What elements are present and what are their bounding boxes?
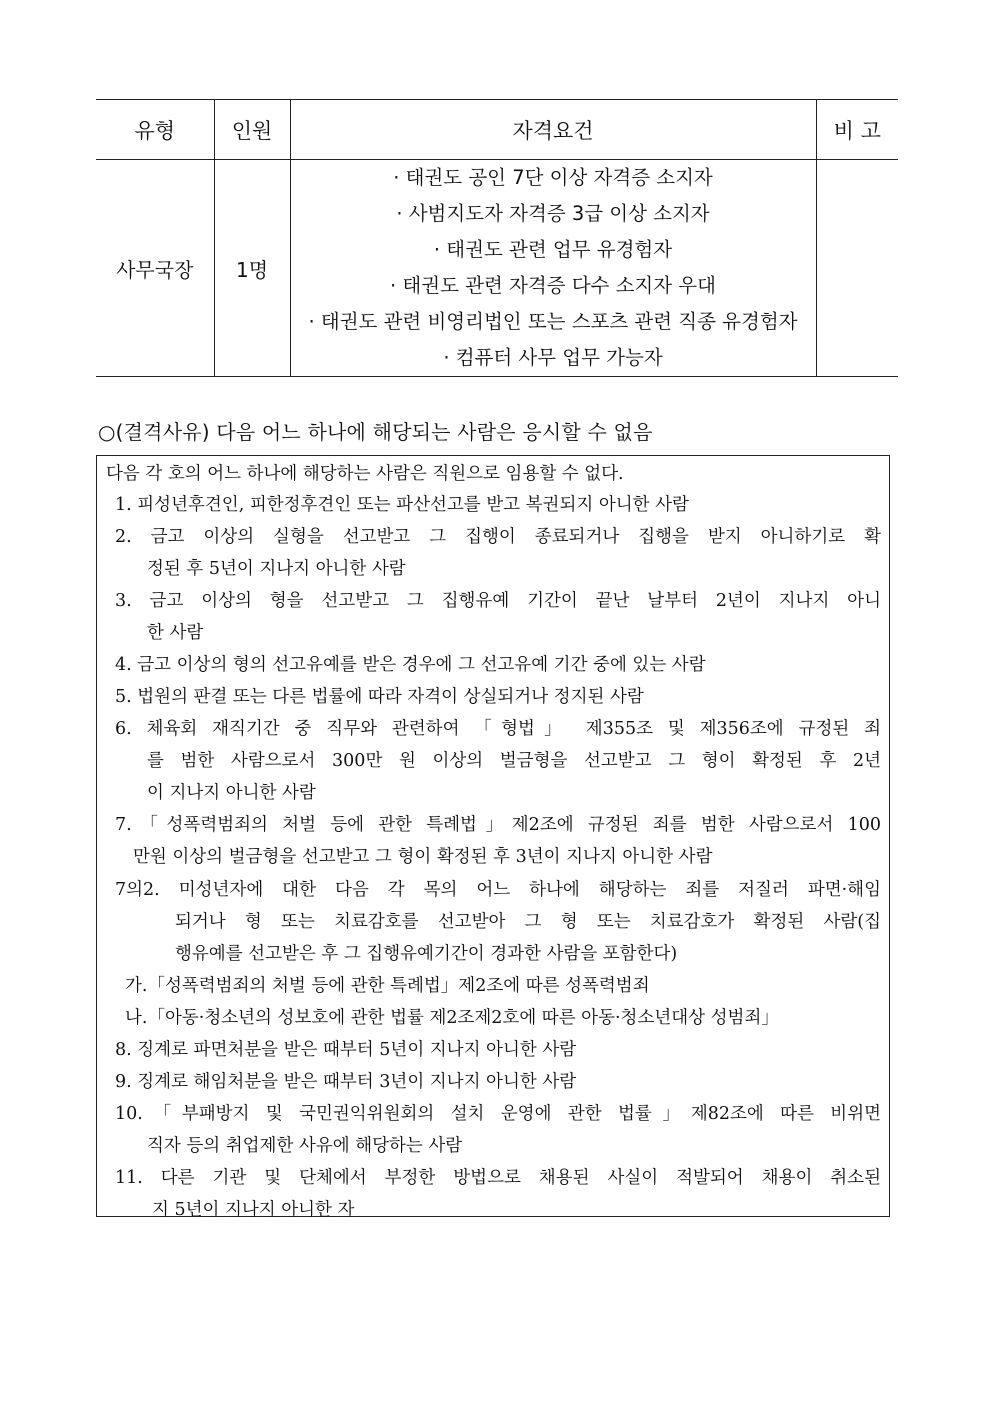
recruitment-table: [96, 99, 898, 377]
clause-line: 9. 징계로 해임처분을 받은 때부터 3년이 지나지 아니한 사람: [115, 1072, 577, 1092]
disqualification-heading: ○(결격사유) 다음 어느 하나에 해당되는 사람은 응시할 수 없음: [98, 420, 653, 444]
clause-line: 6. 체육회 재직기간 중 직무와 관련하여 「형법」 제355조 및 제356조에 규정된 죄: [115, 719, 881, 739]
qualification-item: · 태권도 관련 자격증 다수 소지자 우대: [390, 274, 716, 297]
clause-line: 가.「성폭력범죄의 처벌 등에 관한 특례법」제2조에 따른 성폭력범죄: [125, 976, 650, 996]
clause-line: 한 사람: [147, 623, 204, 643]
clause-line: 8. 징계로 파면처분을 받은 때부터 5년이 지나지 아니한 사람: [115, 1040, 577, 1060]
clause-line: 직자 등의 취업제한 사유에 해당하는 사람: [147, 1136, 463, 1156]
disqualification-box: [96, 455, 890, 1220]
clause-line: 지 5년이 지나지 아니한 자: [152, 1200, 355, 1220]
clause-line: 되거나 형 또는 치료감호를 선고받아 그 형 또는 치료감호가 확정된 사람(집: [175, 912, 881, 932]
table-row: [96, 160, 898, 377]
qualification-item: · 태권도 관련 비영리법인 또는 스포츠 관련 직종 유경험자: [308, 310, 798, 333]
clause-line: 7.「성폭력범죄의 처벌 등에 관한 특례법」제2조에 규정된 죄를 범한 사람으로서 100: [115, 815, 881, 835]
clause-line: 이 지나지 아니한 사람: [147, 783, 316, 803]
qualification-item: · 태권도 관련 업무 유경험자: [433, 238, 673, 261]
clause-line: 정된 후 5년이 지나지 아니한 사람: [147, 559, 406, 579]
clause-line: 3. 금고 이상의 형을 선고받고 그 집행유예 기간이 끝난 날부터 2년이 지나지 아니: [115, 591, 881, 611]
clause-line: 만원 이상의 벌금형을 선고받고 그 형이 확정된 후 3년이 지나지 아니한 사람: [133, 847, 713, 867]
cell-type: 사무국장: [96, 160, 214, 377]
intro-line: 다음 각 호의 어느 하나에 해당하는 사람은 직원으로 임용할 수 없다.: [106, 464, 624, 484]
clause-line: 행유예를 선고받은 후 그 집행유예기간이 경과한 사람을 포함한다): [175, 944, 678, 964]
qualification-item: · 태권도 공인 7단 이상 자격증 소지자: [393, 166, 713, 189]
clause-line: 11. 다른 기관 및 단체에서 부정한 방법으로 채용된 사실이 적발되어 채용이 취소된: [115, 1168, 881, 1188]
header-count: 인원: [214, 100, 290, 160]
clause-line: 7의2. 미성년자에 대한 다음 각 목의 어느 하나에 해당하는 죄를 저질러 파면·해임: [115, 880, 881, 900]
clause-line: 나.「아동·청소년의 성보호에 관한 법률 제2조제2호에 따른 아동·청소년대상 성범죄」: [125, 1008, 779, 1028]
clause-line: 10.「부패방지 및 국민권익위원회의 설치 운영에 관한 법률」제82조에 따른 비위면: [115, 1104, 881, 1124]
header-qualifications: 자격요건: [290, 100, 816, 160]
cell-qualifications: [290, 160, 816, 377]
cell-note: [816, 160, 898, 377]
table-header-row: [96, 100, 898, 160]
clause-line: 4. 금고 이상의 형의 선고유예를 받은 경우에 그 선고유예 기간 중에 있는 사람: [115, 655, 706, 675]
clause-line: 2. 금고 이상의 실형을 선고받고 그 집행이 종료되거나 집행을 받지 아니하기로 확: [115, 527, 881, 547]
clause-line: 5. 법원의 판결 또는 다른 법률에 따라 자격이 상실되거나 정지된 사람: [115, 687, 644, 707]
qualification-item: · 컴퓨터 사무 업무 가능자: [443, 346, 663, 369]
cell-count: 1명: [214, 160, 290, 377]
clause-line: 를 범한 사람으로서 300만 원 이상의 벌금형을 선고받고 그 형이 확정된 후 2년: [147, 751, 881, 771]
header-type: 유형: [96, 100, 214, 160]
header-note: 비 고: [816, 100, 898, 160]
clause-line: 1. 피성년후견인, 피한정후견인 또는 파산선고를 받고 복권되지 아니한 사람: [115, 495, 689, 515]
qualification-item: · 사범지도자 자격증 3급 이상 소지자: [396, 202, 710, 225]
